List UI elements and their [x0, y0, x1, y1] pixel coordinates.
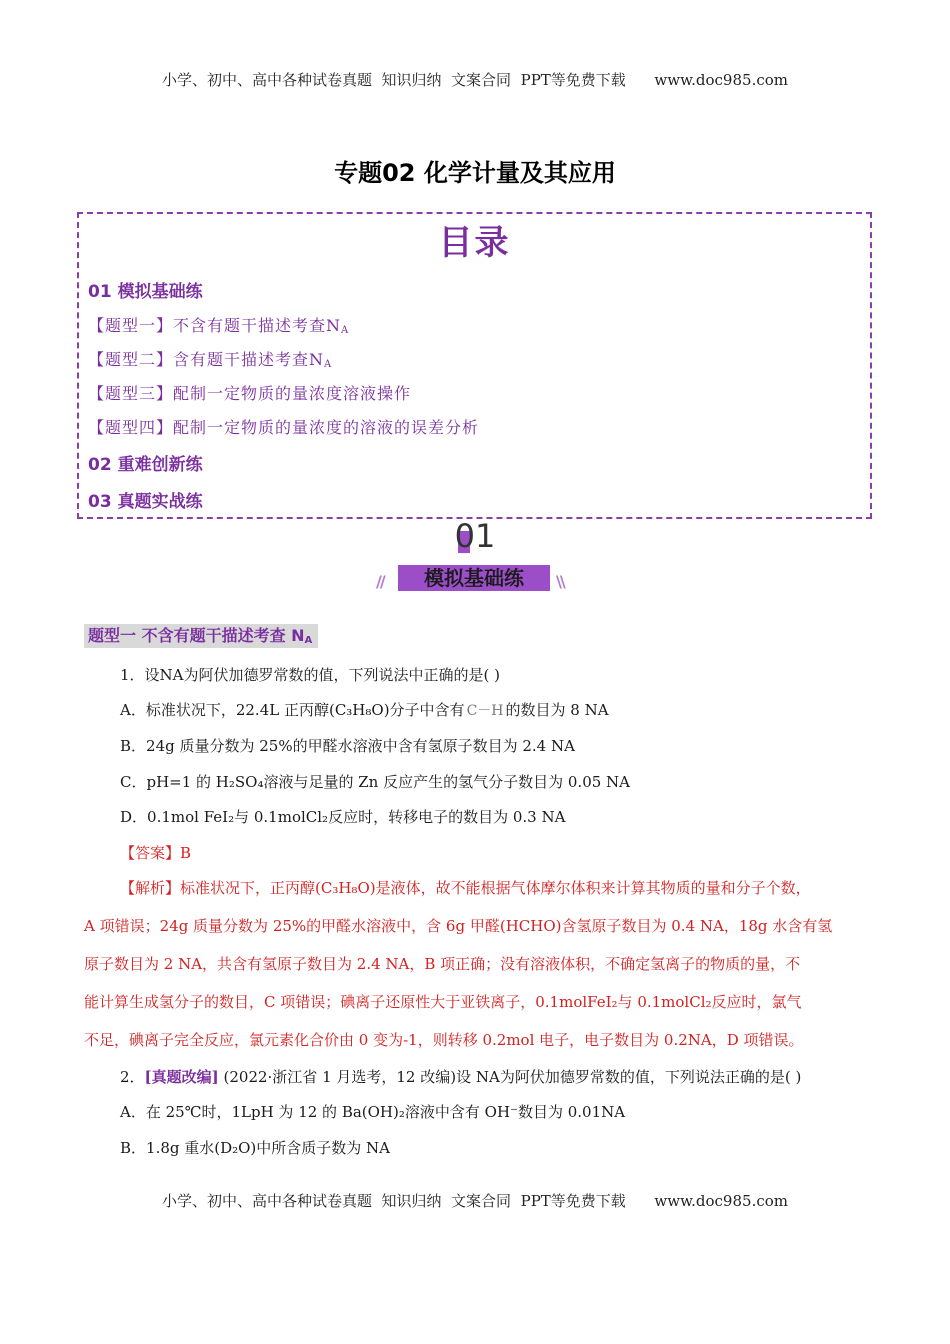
option-a-post: 的数目为 8 NA — [505, 701, 609, 719]
type-heading — [84, 624, 318, 648]
toc-item-type-2[interactable] — [88, 347, 332, 370]
option-a-pre: A．标准状况下，22.4L 正丙醇(C₃H₈O)分子中含有 — [120, 701, 465, 719]
ch-bond-formula: C－H — [466, 703, 504, 719]
decor-slashes-right: \\ — [556, 572, 564, 591]
toc-section-3[interactable]: 03 真题实战练 — [88, 492, 203, 512]
toc-section-1[interactable]: 01 模拟基础练 — [88, 282, 203, 302]
question-1-option-c: C．pH=1 的 H₂SO₄溶液与足量的 Zn 反应产生的氢气分子数目为 0.05 NA — [120, 773, 631, 791]
toc-item-type-4[interactable]: 【题型四】配制一定物质的量浓度的溶液的误差分析 — [88, 418, 480, 437]
toc-section-2[interactable]: 02 重难创新练 — [88, 455, 203, 475]
source-tag: [真题改编] — [144, 1068, 219, 1086]
toc-item-type-1[interactable] — [88, 313, 349, 336]
question-2-number: 2． — [120, 1068, 145, 1086]
section-number: 01 — [454, 517, 496, 555]
subscript: A — [341, 325, 350, 336]
question-2-stem — [120, 1066, 801, 1087]
toc-title: 目录 — [438, 223, 511, 263]
explanation-line: 不足，碘离子完全反应，氯元素化合价由 0 变为-1，则转移 0.2mol 电子，电子数目为 0.2NA，D 项错误。 — [84, 1031, 804, 1049]
explanation-line: 原子数目为 2 NA，共含有氢原子数目为 2.4 NA，B 项正确；没有溶液体积，不确定氢离子的物质的量，不 — [84, 955, 801, 973]
question-1-option-b: B．24g 质量分数为 25%的甲醛水溶液中含有氢原子数目为 2.4 NA — [120, 737, 575, 755]
question-2-text: (2022·浙江省 1 月选考，12 改编)设 NA为阿伏加德罗常数的值，下列说法正确的是( ) — [218, 1068, 802, 1086]
subscript: A — [324, 359, 333, 370]
type-heading-label: 题型一 不含有题干描述考查 N — [88, 626, 305, 645]
toc-item-label: 【题型一】不含有题干描述考查N — [88, 316, 342, 335]
question-1-option-a — [120, 699, 609, 720]
explanation-line: 【解析】标准状况下，正丙醇(C₃H₈O)是液体，故不能根据气体摩尔体积来计算其物质的量和分子个数， — [120, 879, 811, 897]
question-1-answer: 【答案】B — [120, 844, 192, 862]
page-footer: 小学、初中、高中各种试卷真题 知识归纳 文案合同 PPT等免费下载 www.doc985.com — [161, 1192, 788, 1210]
page-title: 专题02 化学计量及其应用 — [334, 159, 616, 187]
explanation-line: 能计算生成氢分子的数目，C 项错误；碘离子还原性大于亚铁离子，0.1molFeI₂与 0.1molCl₂反应时，氯气 — [84, 993, 802, 1011]
toc-item-type-3[interactable]: 【题型三】配制一定物质的量浓度溶液操作 — [88, 384, 412, 403]
question-1-option-d: D．0.1mol FeI₂与 0.1molCl₂反应时，转移电子的数目为 0.3 NA — [120, 808, 566, 826]
explanation-line: A 项错误；24g 质量分数为 25%的甲醛水溶液中，含 6g 甲醛(HCHO)含氢原子数目为 0.4 NA，18g 水含有氢 — [84, 917, 833, 935]
section-title: 模拟基础练 — [424, 566, 524, 590]
decor-slashes-left: // — [376, 572, 384, 591]
toc-item-label: 【题型二】含有题干描述考查N — [88, 350, 325, 369]
subscript: A — [304, 635, 313, 646]
question-2-option-b: B．1.8g 重水(D₂O)中所含质子数为 NA — [120, 1139, 391, 1157]
question-1-explanation — [84, 869, 874, 1059]
page-header: 小学、初中、高中各种试卷真题 知识归纳 文案合同 PPT等免费下载 www.doc985.com — [161, 71, 788, 89]
question-1-stem: 1．设NA为阿伏加德罗常数的值，下列说法中正确的是( ) — [120, 666, 500, 684]
question-2-option-a: A．在 25℃时，1LpH 为 12 的 Ba(OH)₂溶液中含有 OH⁻数目为 0.01NA — [120, 1103, 626, 1121]
